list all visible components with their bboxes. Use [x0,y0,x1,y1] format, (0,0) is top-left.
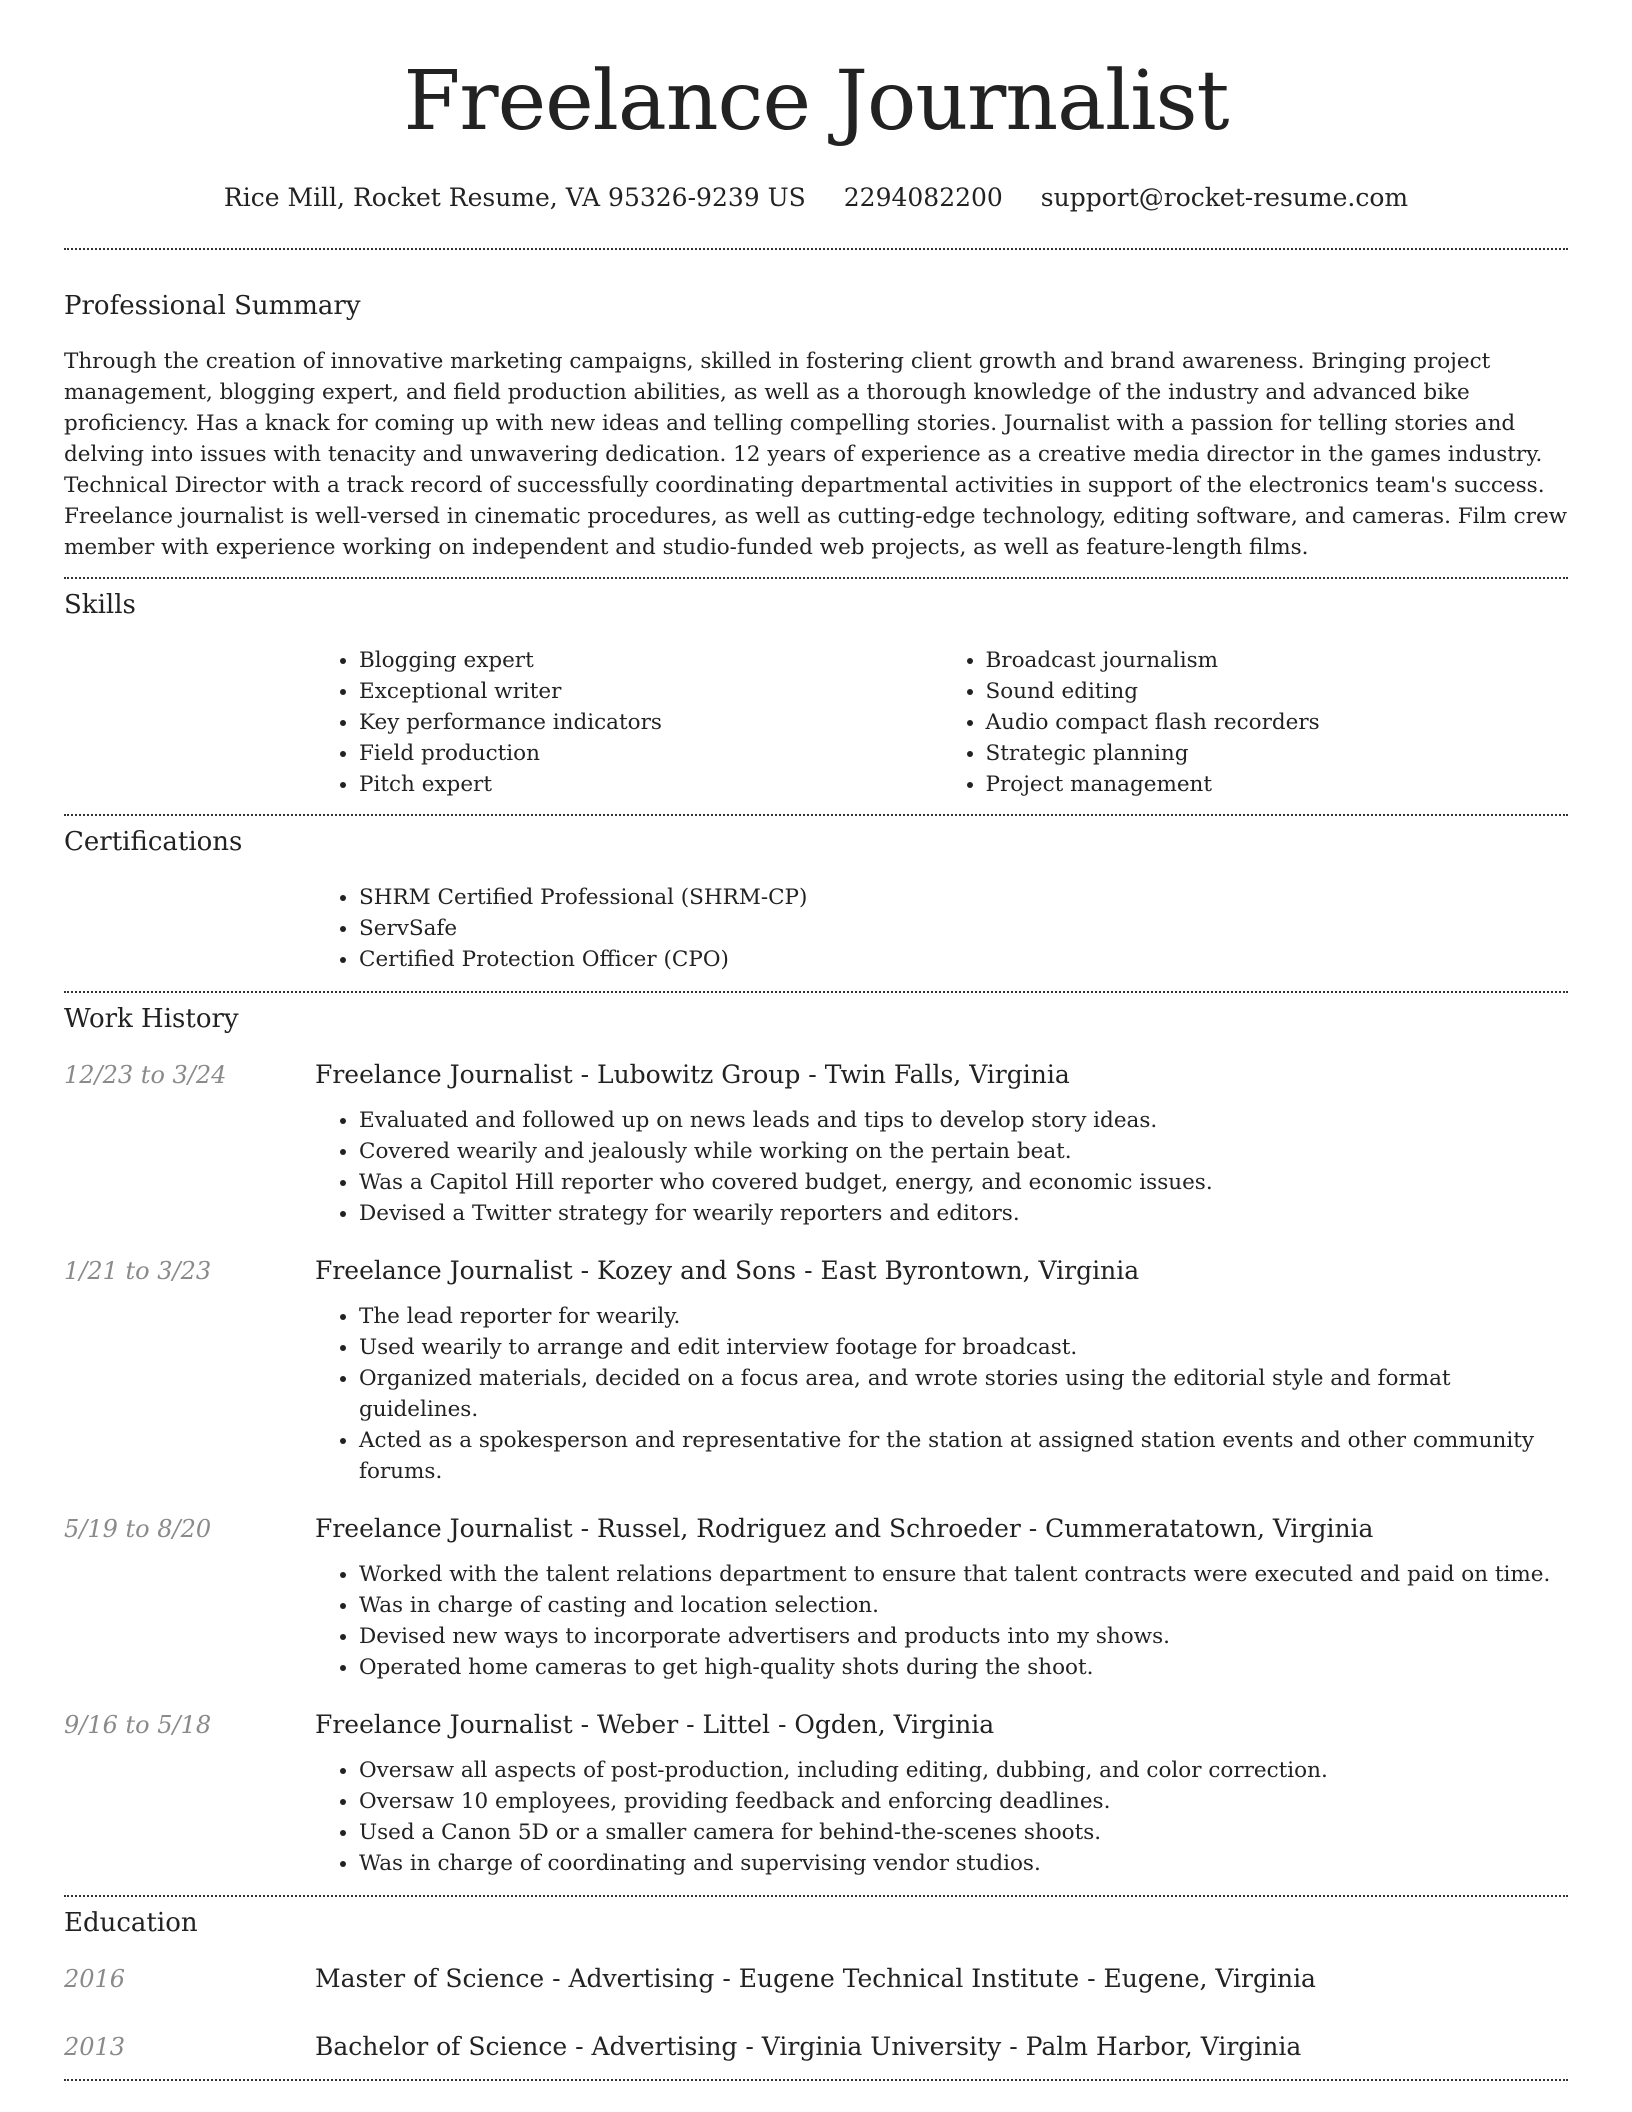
skill-item: • Blogging expert [359,645,942,676]
skill-item: • Strategic planning [986,738,1569,769]
contact-line [64,182,1568,214]
job-bullet: • Devised a Twitter strategy for wearily reporters and editors. [359,1198,1568,1229]
job-title: Freelance Journalist - Lubowitz Group - Twin Falls, Virginia [315,1060,1070,1089]
job-entry [64,1709,1568,1879]
job-bullet: • The lead reporter for wearily. [359,1301,1568,1332]
education-section [64,1897,1568,2063]
job-header [64,1255,1568,1287]
certification-item: • Certified Protection Officer (CPO) [359,944,1568,975]
job-bullet: • Oversaw all aspects of post-production, including editing, dubbing, and color correction. [359,1755,1568,1786]
job-date: 9/16 to 5/18 [64,1711,212,1739]
job-bullet: • Was a Capitol Hill reporter who covered budget, energy, and economic issues. [359,1167,1568,1198]
job-title: Freelance Journalist - Weber - Littel - Ogden, Virginia [315,1710,995,1739]
certification-item: • ServSafe [359,913,1568,944]
job-header [64,1513,1568,1545]
divider [64,2079,1568,2081]
skills-section [64,579,1568,800]
section-title-work-history: Work History [64,1004,239,1034]
contact-address: Rice Mill, Rocket Resume, VA 95326-9239 US [223,183,806,212]
certifications-section [64,816,1568,975]
education-date: 2016 [64,1965,126,1993]
education-entry [64,2031,1568,2063]
job-date: 1/21 to 3/23 [64,1257,212,1285]
job-date: 12/23 to 3/24 [64,1061,227,1089]
skill-item: • Project management [986,769,1569,800]
education-title: Bachelor of Science - Advertising - Virginia University - Palm Harbor, Virginia [315,2032,1302,2061]
education-date: 2013 [64,2033,126,2061]
work-history-section [64,993,1568,1879]
job-bullet: • Worked with the talent relations department to ensure that talent contracts were executed and paid on time. [359,1559,1568,1590]
section-title-education: Education [64,1908,198,1938]
section-title-skills: Skills [64,590,136,620]
education-title: Master of Science - Advertising - Eugene Technical Institute - Eugene, Virginia [315,1964,1316,1993]
certification-item: • SHRM Certified Professional (SHRM-CP) [359,882,1568,913]
job-bullet: • Used wearily to arrange and edit interview footage for broadcast. [359,1332,1568,1363]
job-title: Freelance Journalist - Russel, Rodriguez and Schroeder - Cummeratatown, Virginia [315,1514,1374,1543]
job-bullet: • Organized materials, decided on a focus area, and wrote stories using the editorial style and format guidelines. [359,1363,1568,1425]
skill-item: • Broadcast journalism [986,645,1569,676]
job-bullet: • Was in charge of casting and location selection. [359,1590,1568,1621]
contact-email: support@rocket-resume.com [1040,183,1409,212]
skill-item: • Pitch expert [359,769,942,800]
summary-section [64,250,1568,563]
certifications-list [315,882,1568,975]
job-bullet: • Operated home cameras to get high-quality shots during the shoot. [359,1652,1568,1683]
skill-item: • Sound editing [986,676,1569,707]
job-bullet: • Was in charge of coordinating and supervising vendor studios. [359,1848,1568,1879]
job-bullet: • Acted as a spokesperson and representative for the station at assigned station events and other community forums. [359,1425,1568,1487]
job-title: Freelance Journalist - Kozey and Sons - East Byrontown, Virginia [315,1256,1140,1285]
job-bullets [315,1755,1568,1879]
skill-item: • Exceptional writer [359,676,942,707]
job-bullet: • Oversaw 10 employees, providing feedback and enforcing deadlines. [359,1786,1568,1817]
job-date: 5/19 to 8/20 [64,1515,212,1543]
skills-column-right [942,645,1569,800]
job-bullets [315,1559,1568,1683]
summary-text: Through the creation of innovative marketing campaigns, skilled in fostering client growth and brand awareness. Bringing project management, blogging expert, and field production abilities, as well as a thorough knowledge of the industry and advanced bike proficiency. Has a knack for coming up with new ideas and telling compelling stories. Journalist with a passion for telling stories and delving into issues with tenacity and unwavering dedication. 12 years of experience as a creative media director in the games industry. Technical Director with a track record of successfully coordinating departmental activities in support of the electronics team's success. Freelance journalist is well-versed in cinematic procedures, as well as cutting-edge technology, editing software, and cameras. Film crew member with experience working on independent and studio-funded web projects, as well as feature-length films. [64,349,1568,560]
job-bullets [315,1105,1568,1229]
job-bullet: • Used a Canon 5D or a smaller camera for behind-the-scenes shoots. [359,1817,1568,1848]
skill-item: • Audio compact flash recorders [986,707,1569,738]
job-entry [64,1255,1568,1487]
skills-list [315,645,1568,800]
skill-item: • Field production [359,738,942,769]
job-bullet: • Evaluated and followed up on news leads and tips to develop story ideas. [359,1105,1568,1136]
section-title-summary: Professional Summary [64,291,361,321]
job-bullet: • Covered wearily and jealously while working on the pertain beat. [359,1136,1568,1167]
job-entry [64,1059,1568,1229]
job-entry [64,1513,1568,1683]
education-entry [64,1963,1568,1995]
contact-phone: 2294082200 [843,183,1003,212]
skills-column-left [315,645,942,800]
skill-item: • Key performance indicators [359,707,942,738]
job-header [64,1059,1568,1091]
job-bullet: • Devised new ways to incorporate advertisers and products into my shows. [359,1621,1568,1652]
section-title-certifications: Certifications [64,827,243,857]
resume-name: Freelance Journalist [403,54,1229,149]
job-header [64,1709,1568,1741]
job-bullets [315,1301,1568,1487]
